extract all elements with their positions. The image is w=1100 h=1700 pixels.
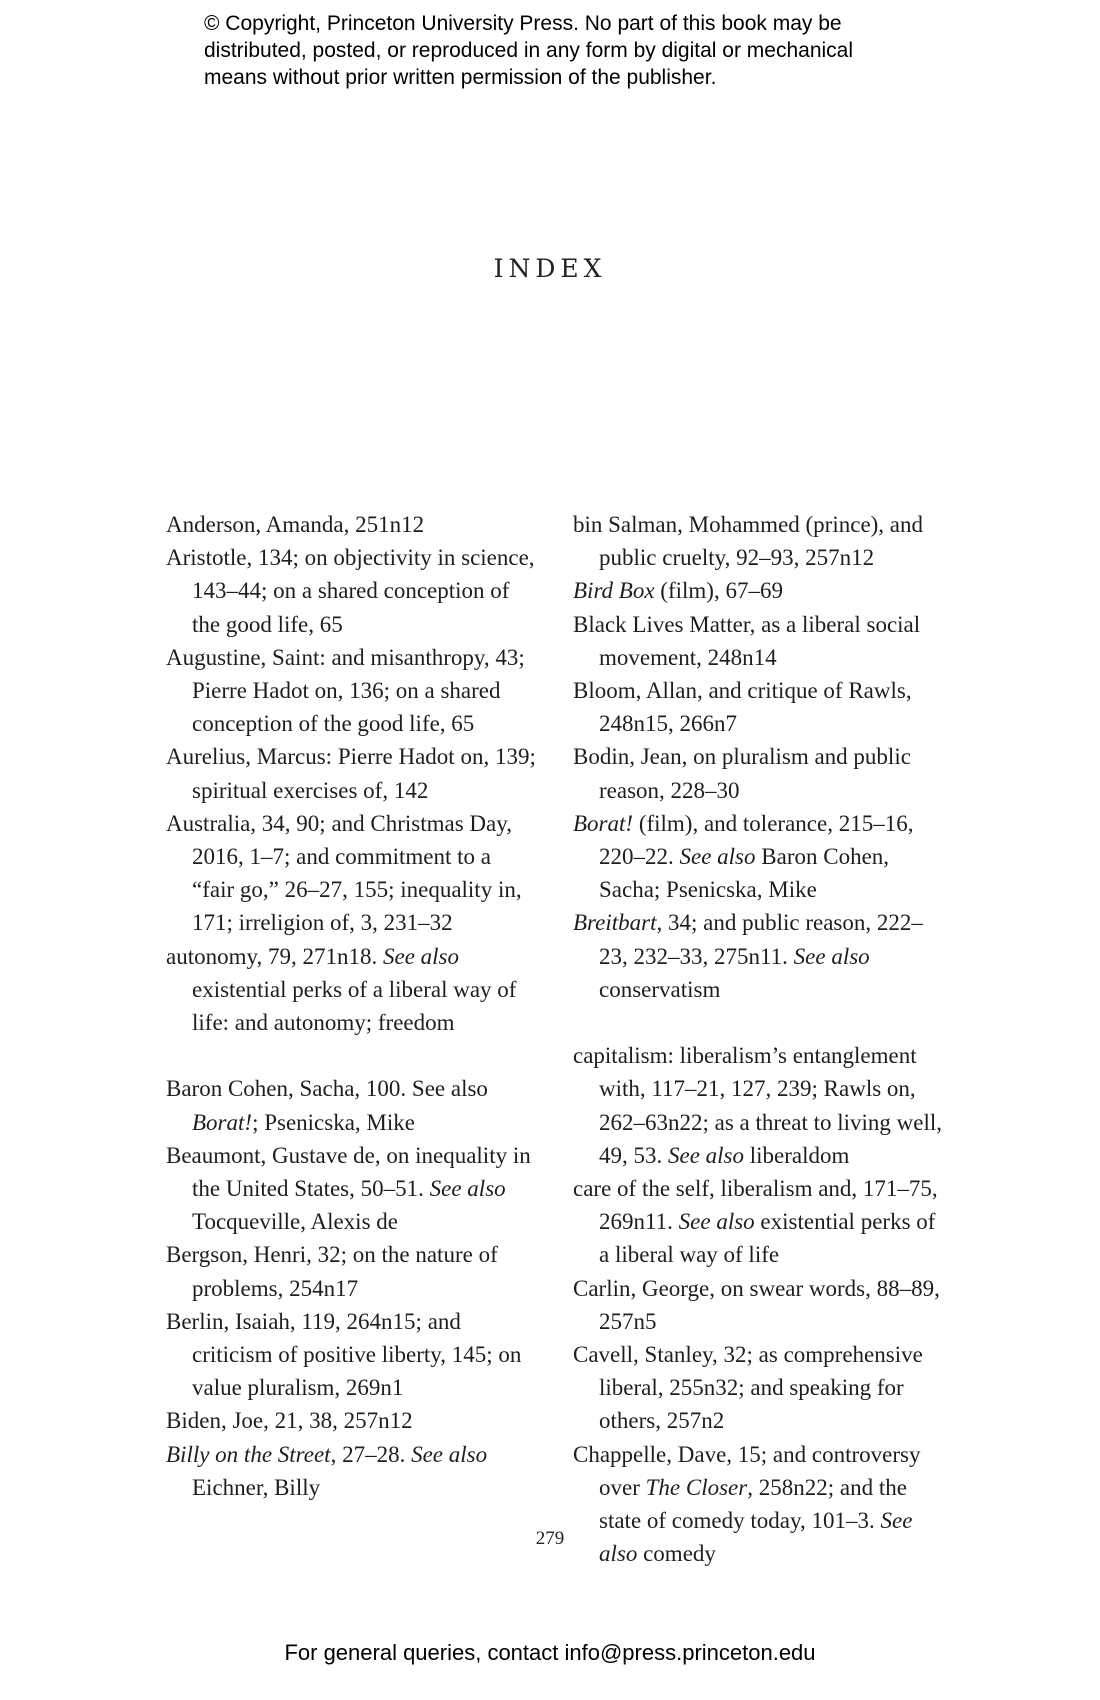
index-entry — [573, 807, 945, 907]
index-entry — [166, 1438, 538, 1504]
index-entry-text: Aurelius, Marcus: Pierre Hadot on, 139; spiritual exercises of, 142 — [166, 744, 536, 803]
index-entry-italic-text: Bird Box — [573, 578, 655, 604]
index-entry — [166, 807, 538, 940]
index-entry-text: , 34; and public reason, 222–23, 232–33, 275n11. — [599, 910, 923, 969]
page-title: INDEX — [493, 254, 607, 283]
index-entry-text: liberaldom — [744, 1142, 850, 1168]
index-entry-text: Carlin, George, on swear words, 88–89, 257n5 — [573, 1275, 940, 1334]
index-entry-text: (film), 67–69 — [654, 578, 783, 604]
index-entry-italic-text: See also — [679, 844, 756, 870]
index-entry-text: Beaumont, Gustave de, on inequality in the United States, 50–51. — [166, 1142, 531, 1202]
index-entry — [573, 608, 945, 674]
index-entry-text: Cavell, Stanley, 32; as comprehensive liberal, 255n32; and speaking for others, 257n2 — [573, 1342, 923, 1434]
index-entry-text: existential perks of a liberal way of life: and autonomy; freedom — [192, 976, 517, 1036]
index-entry-text: Eichner, Billy — [192, 1474, 321, 1500]
index-entry-text: autonomy, 79, 271n18. — [166, 943, 383, 969]
index-entry-text: Berlin, Isaiah, 119, 264n15; and criticism of positive liberty, 145; on value pluralism, 269n1 — [166, 1308, 522, 1401]
index-entry-italic-text: See also — [383, 943, 460, 969]
index-entry-text: care of the self, liberalism and, 171–75, 269n11. — [573, 1176, 938, 1235]
index-entry-italic-text: The Closer — [645, 1474, 748, 1500]
index-entry-italic-text: See also — [668, 1142, 745, 1168]
index-entry-text: bin Salman, Mohammed (prince), and public cruelty, 92–93, 257n12 — [573, 512, 924, 571]
copyright-notice — [204, 10, 964, 91]
index-entry — [166, 940, 538, 1040]
index-entry — [573, 1438, 945, 1571]
index-entry-text: Bloom, Allan, and critique of Rawls, 248n15, 266n7 — [573, 678, 912, 737]
index-entry-italic-text: See also — [793, 943, 870, 969]
index-entry — [166, 1404, 538, 1437]
index-entry-text: conservatism — [599, 976, 721, 1002]
index-entry-text: capitalism: liberalism’s entanglement with, 117–21, 127, 239; Rawls on, 262–63n22; as a threat to living well, 49, 53. — [573, 1043, 943, 1168]
index-entry-text: Augustine, Saint: and misanthropy, 43; Pierre Hadot on, 136; on a shared conception of the good life, 65 — [166, 644, 525, 737]
index-entry-italic-text: See also — [678, 1209, 755, 1235]
index-entry-text: Chappelle, Dave, 15; and controversy over — [573, 1441, 921, 1500]
index-entry-italic-text: See also — [411, 1441, 488, 1467]
index-entry — [166, 1305, 538, 1405]
index-entry — [166, 541, 538, 641]
index-entry — [573, 574, 945, 607]
index-entry-text: Australia, 34, 90; and Christmas Day, 2016, 1–7; and commitment to a “fair go,” 26–27, 155; inequality in, 171; irreligion of, 3, 231–32 — [166, 810, 522, 936]
index-entry-text: Tocqueville, Alexis de — [192, 1209, 398, 1235]
copyright-line: distributed, posted, or reproduced in any form by digital or mechanical — [204, 39, 854, 62]
index-entry-text: , 258n22; and the state of comedy today, 101–3. — [599, 1474, 907, 1534]
index-column-left — [166, 508, 538, 1504]
index-entry — [573, 1338, 945, 1438]
index-column-right — [573, 508, 945, 1570]
index-entry — [166, 508, 538, 541]
index-entry — [166, 641, 538, 741]
index-entry-text: ; Psenicska, Mike — [252, 1109, 415, 1135]
index-entry-italic-text: See also — [599, 1508, 913, 1567]
index-entry — [573, 740, 945, 806]
index-entry — [573, 1039, 945, 1172]
index-entry-italic-text: Borat! — [192, 1109, 253, 1135]
index-entry — [573, 508, 945, 574]
index-entry-text: comedy — [637, 1541, 716, 1567]
index-entry — [166, 1238, 538, 1304]
index-entry — [573, 1272, 945, 1338]
index-entry-text: Baron Cohen, Sacha, 100. See also — [166, 1076, 488, 1102]
index-entry-italic-text: Billy on the Street — [166, 1441, 331, 1467]
index-entry-text: Aristotle, 134; on objectivity in science, 143–44; on a shared conception of the good life, 65 — [166, 545, 535, 637]
index-entry-italic-text: Breitbart — [573, 910, 657, 936]
index-entry — [573, 674, 945, 740]
index-entry-text: Biden, Joe, 21, 38, 257n12 — [166, 1408, 413, 1434]
copyright-line: means without prior written permission of the publisher. — [204, 66, 717, 89]
index-entry — [166, 1139, 538, 1239]
index-entry-italic-text: See also — [429, 1176, 506, 1202]
index-entry — [573, 1172, 945, 1272]
index-entry — [166, 1072, 538, 1138]
index-entry-text: Anderson, Amanda, 251n12 — [166, 512, 425, 537]
index-entry — [166, 740, 538, 806]
index-entry-text: Black Lives Matter, as a liberal social movement, 248n14 — [573, 611, 921, 670]
footer-contact: For general queries, contact info@press.princeton.edu — [284, 1640, 816, 1665]
index-entry-italic-text: Borat! — [573, 810, 634, 836]
index-entry-text: Bodin, Jean, on pluralism and public reason, 228–30 — [573, 744, 911, 803]
index-entry-text: Baron Cohen, Sacha; Psenicska, Mike — [599, 844, 890, 903]
index-entry-text: (film), and tolerance, 215–16, 220–22. — [599, 810, 914, 870]
index-entry — [573, 906, 945, 1006]
page-number: 279 — [535, 1528, 565, 1549]
copyright-line: © Copyright, Princeton University Press. No part of this book may be — [204, 12, 842, 35]
index-entry-text: existential perks of a liberal way of life — [599, 1209, 936, 1268]
index-entry-text: Bergson, Henri, 32; on the nature of problems, 254n17 — [166, 1242, 498, 1301]
index-entry-text: , 27–28. — [330, 1441, 412, 1467]
